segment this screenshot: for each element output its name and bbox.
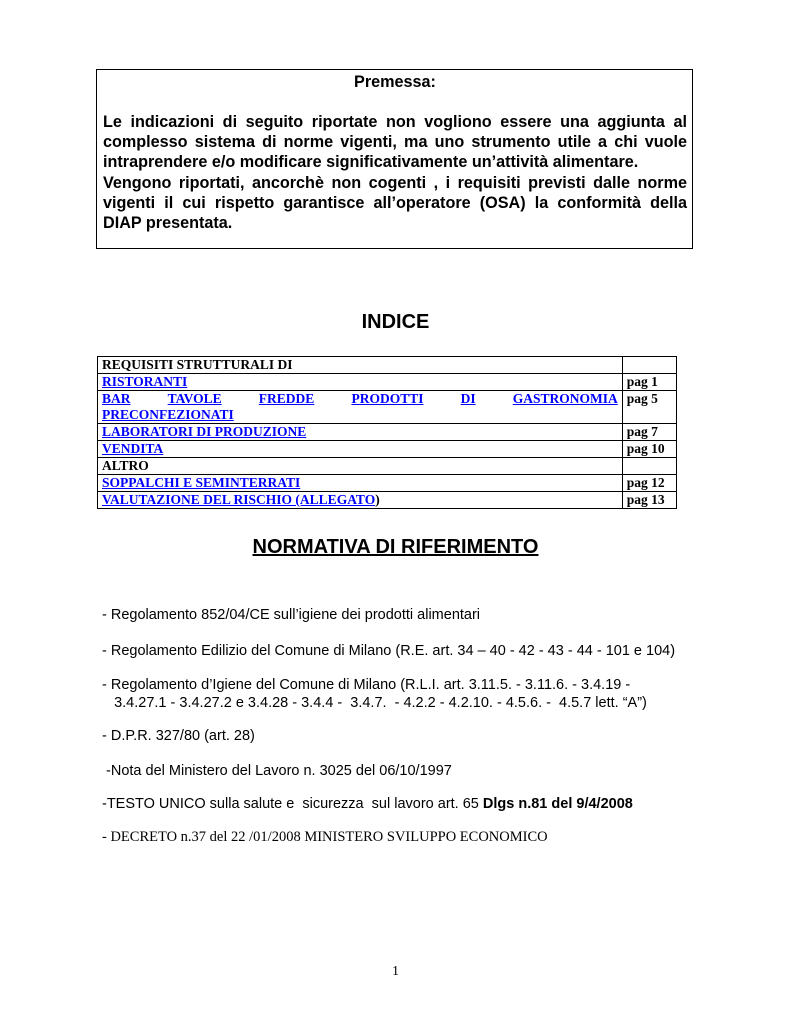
list-item: 3.4.27.1 - 3.4.27.2 e 3.4.28 - 3.4.4 - 3.4.7. - 4.2.2 - 4.2.10. - 4.5.6. - 4.5.7 lett. “A”): [102, 695, 647, 711]
indice-page: pag 12: [622, 475, 676, 492]
indice-link-soppalchi[interactable]: SOPPALCHI E SEMINTERRATI: [102, 475, 301, 490]
premessa-box: [96, 69, 693, 249]
indice-link-ristoranti[interactable]: RISTORANTI: [102, 374, 188, 389]
list-item: - D.P.R. 327/80 (art. 28): [102, 728, 255, 744]
indice-suffix: ): [375, 492, 380, 507]
page-number: 1: [392, 964, 399, 979]
table-row: [98, 391, 677, 424]
list-item: [102, 795, 633, 813]
list-item: - Regolamento 852/04/CE sull’igiene dei prodotti alimentari: [102, 607, 481, 623]
list-item: - Regolamento d’Igiene del Comune di Milano (R.L.I. art. 3.11.5. - 3.11.6. - 3.4.19 -: [102, 677, 631, 693]
table-row: [98, 424, 677, 441]
normativa-title: NORMATIVA DI RIFERIMENTO: [252, 536, 539, 558]
premessa-title: Premessa:: [354, 73, 436, 91]
indice-page: pag 7: [622, 424, 676, 441]
table-row: [98, 458, 677, 475]
indice-page: pag 5: [622, 391, 676, 424]
link-word: DI: [460, 391, 476, 406]
indice-link-laboratori[interactable]: LABORATORI DI PRODUZIONE: [102, 424, 307, 439]
list-item: - DECRETO n.37 del 22 /01/2008 MINISTERO SVILUPPO ECONOMICO: [102, 829, 548, 845]
indice-page: [622, 458, 676, 475]
indice-page: [622, 357, 676, 374]
link-word: PRODOTTI: [351, 391, 424, 406]
indice-link-valutazione[interactable]: VALUTAZIONE DEL RISCHIO (ALLEGATO: [102, 492, 376, 507]
link-word: FREDDE: [258, 391, 315, 406]
link-word: TAVOLE: [167, 391, 222, 406]
indice-link-preconfezionati[interactable]: PRECONFEZIONATI: [102, 407, 234, 422]
indice-heading: REQUISITI STRUTTURALI DI: [102, 357, 293, 372]
list-item-bold: Dlgs n.81 del 9/4/2008: [482, 796, 633, 812]
premessa-body: [103, 112, 687, 233]
premessa-paragraph-1: Le indicazioni di seguito riportate non vogliono essere una aggiunta al complesso sistema di norme vigenti, ma uno strumento utile a chi vuole intraprendere e/o modificare significativamente un’attività alimentare.: [103, 113, 687, 172]
list-item: - Regolamento Edilizio del Comune di Milano (R.E. art. 34 – 40 - 42 - 43 - 44 - 101 e 104): [102, 643, 676, 659]
indice-link-vendita[interactable]: VENDITA: [102, 441, 164, 456]
link-word: BAR: [102, 391, 131, 406]
list-item-text: -TESTO UNICO sulla salute e sicurezza sul lavoro art. 65: [102, 796, 483, 812]
indice-page: pag 1: [622, 374, 676, 391]
table-row: [98, 441, 677, 458]
indice-title: INDICE: [361, 311, 430, 333]
list-item: -Nota del Ministero del Lavoro n. 3025 del 06/10/1997: [102, 763, 452, 779]
indice-label: [98, 357, 623, 374]
indice-page: pag 10: [622, 441, 676, 458]
indice-heading-altro: ALTRO: [102, 458, 149, 473]
table-row: [98, 357, 677, 374]
link-word: GASTRONOMIA: [512, 391, 618, 406]
table-row: [98, 492, 677, 509]
table-row: [98, 374, 677, 391]
indice-table: [97, 356, 677, 509]
table-row: [98, 475, 677, 492]
indice-page: pag 13: [622, 492, 676, 509]
indice-link-bar-tavole-fredde[interactable]: [102, 391, 618, 407]
premessa-paragraph-2: Vengono riportati, ancorchè non cogenti , i requisiti previsti dalle norme vigenti il cui rispetto garantisce all’operatore (OSA) la conformità della DIAP presentata.: [103, 173, 687, 233]
